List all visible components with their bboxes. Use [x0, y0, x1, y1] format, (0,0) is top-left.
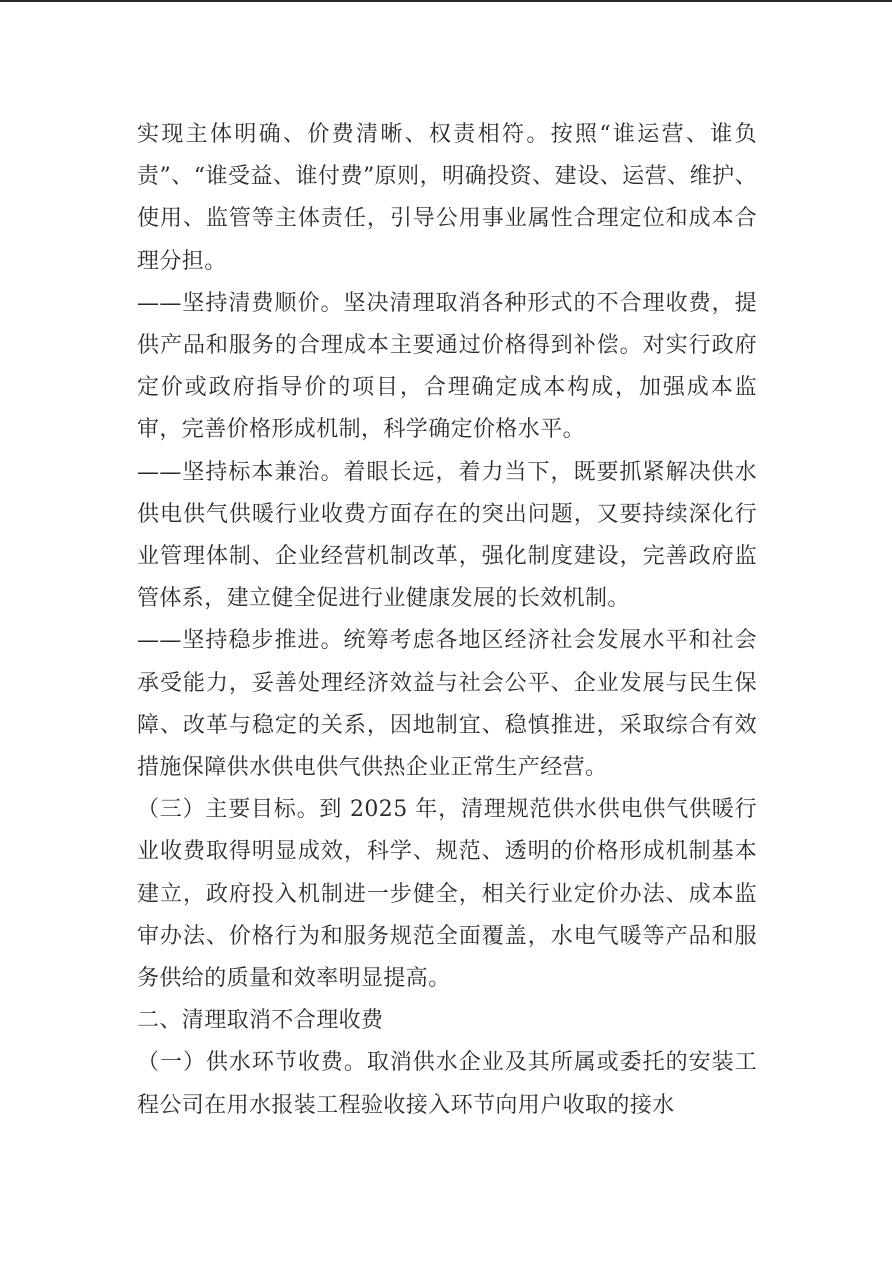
document-body: [137, 114, 757, 1127]
section-heading-cancel-fees: 二、清理取消不合理收费: [137, 1008, 384, 1034]
paragraph-clear-fees: ——坚持清费顺价。坚决清理取消各种形式的不合理收费，提供产品和服务的合理成本主要通过价格得到补偿。对实行政府定价或政府指导价的项目，合理确定成本构成，加强成本监审，完善价格形成机制，科学确定价格水平。: [137, 290, 757, 443]
paragraph-steady-progress: ——坚持稳步推进。统筹考虑各地区经济社会发展水平和社会承受能力，妥善处理经济效益与社会公平、企业发展与民生保障、改革与稳定的关系，因地制宜、稳慎推进，采取综合有效措施保障供水供电供气供热企业正常生产经营。: [137, 628, 757, 781]
top-border-line: [0, 0, 892, 2]
paragraph-water-supply-fees: （一）供水环节收费。取消供水企业及其所属或委托的安装工程公司在用水报装工程验收接入环节向用户收取的接水: [137, 1050, 757, 1118]
paragraph-root-and-branch: ——坚持标本兼治。着眼长远，着力当下，既要抓紧解决供水供电供气供暖行业收费方面存在的突出问题，又要持续深化行业管理体制、企业经营机制改革，强化制度建设，完善政府监管体系，建立健全促进行业健康发展的长效机制。: [137, 459, 757, 612]
paragraph-main-goals: （三）主要目标。到 2025 年，清理规范供水供电供气供暖行业收费取得明显成效，科学、规范、透明的价格形成机制基本建立，政府投入机制进一步健全，相关行业定价办法、成本监审办法、价格行为和服务规范全面覆盖，水电气暖等产品和服务供给的质量和效率明显提高。: [137, 797, 757, 992]
paragraph-principles-intro: 实现主体明确、价费清晰、权责相符。按照“谁运营、谁负责”、“谁受益、谁付费”原则，明确投资、建设、运营、维护、使用、监管等主体责任，引导公用事业属性合理定位和成本合理分担。: [137, 122, 757, 274]
